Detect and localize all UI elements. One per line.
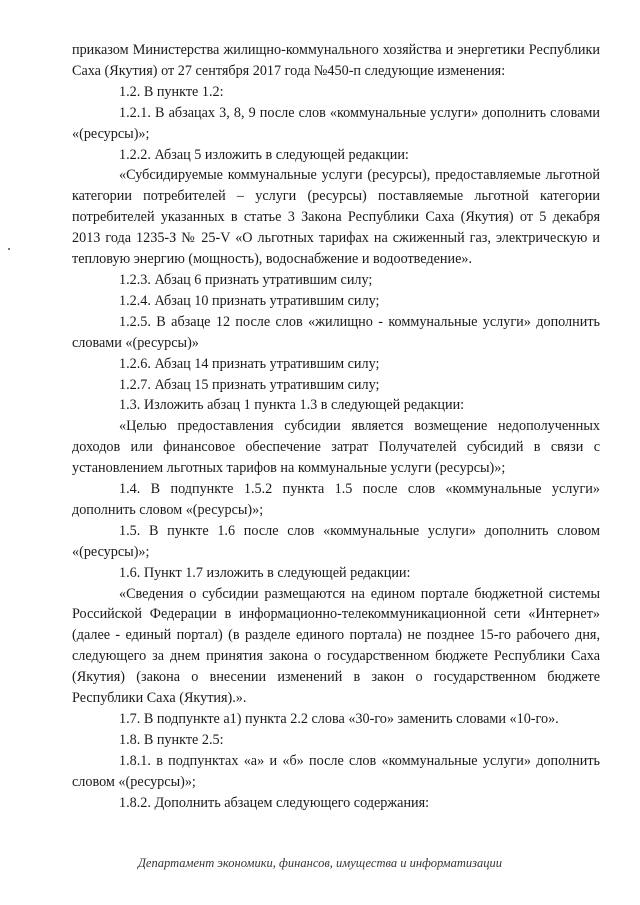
paragraph-1-3: 1.3. Изложить абзац 1 пункта 1.3 в следующей редакции: <box>119 397 465 414</box>
paragraph-1-2-6: 1.2.6. Абзац 14 признать утратившим силу; <box>119 355 380 372</box>
paragraph-1-2-5: 1.2.5. В абзаце 12 после слов «жилищно - коммунальные услуги» дополнить словами «(ресурсы)» <box>72 313 600 351</box>
paragraph-1-6: 1.6. Пункт 1.7 изложить в следующей редакции: <box>119 564 411 581</box>
page-footer: Департамент экономики, финансов, имущества и информатизации <box>137 856 502 870</box>
paragraph-1-4: 1.4. В подпункте 1.5.2 пункта 1.5 после слов «коммунальные услуги» дополнить словом «(ресурсы)»; <box>72 481 600 518</box>
paragraph-1-2-1: 1.2.1. В абзацах 3, 8, 9 после слов «коммунальные услуги» дополнить словами «(ресурсы)»; <box>72 104 600 142</box>
paragraph-1-5: 1.5. В пункте 1.6 после слов «коммунальные услуги» дополнить словом «(ресурсы)»; <box>72 522 600 560</box>
document-body <box>72 40 600 814</box>
paragraph-1-7: 1.7. В подпункте а1) пункта 2.2 слова «30-го» заменить словами «10-го». <box>119 711 559 727</box>
scan-artifact <box>8 248 10 250</box>
paragraph-1-2-7: 1.2.7. Абзац 15 признать утратившим силу; <box>119 376 380 393</box>
paragraph-1-2-3: 1.2.3. Абзац 6 признать утратившим силу; <box>119 271 373 288</box>
paragraph-1-2: 1.2. В пункте 1.2: <box>119 83 224 100</box>
paragraph-1-8: 1.8. В пункте 2.5: <box>119 731 224 748</box>
paragraph-1-8-2: 1.8.2. Дополнить абзацем следующего содержания: <box>119 794 430 811</box>
paragraph-quote-portal-info: «Сведения о субсидии размещаются на едином портале бюджетной системы Российской Федерации в информационно-телекоммуникационной сети «Интернет» (далее - единый портал) (в разделе единого портала) не позднее 15-го рабочего дня, следующего за днем принятия закона о государственном бюджете Республики Саха (Якутия) (закона о внесении изменений в закон о государственном бюджете Республики Саха (Якутия).». <box>72 585 600 707</box>
paragraph-quote-subsidized-services: «Субсидируемые коммунальные услуги (ресурсы), предоставляемые льготной категории потребителей – услуги (ресурсы) поставляемые льготной категории потребителей указанных в статье 3 Закона Республики Саха (Якутия) от 5 декабря 2013 года 1235-З № 25-V «О льготных тарифах на сжиженный газ, электрическую и тепловую энергию (мощность), водоснабжение и водоотведение». <box>72 167 600 268</box>
paragraph-1-2-2: 1.2.2. Абзац 5 изложить в следующей редакции: <box>119 146 409 163</box>
paragraph-1-2-4: 1.2.4. Абзац 10 признать утратившим силу; <box>119 292 380 309</box>
paragraph-quote-subsidy-goal: «Целью предоставления субсидии является возмещение недополученных доходов или финансовое обеспечение затрат Получателей субсидий в связи с установлением льготных тарифов на коммунальные услуги (ресурсы)»; <box>72 418 600 477</box>
paragraph-1-8-1: 1.8.1. в подпунктах «а» и «б» после слов «коммунальные услуги» дополнить словом «(ресурсы)»; <box>72 752 600 790</box>
paragraph-intro: приказом Министерства жилищно-коммунального хозяйства и энергетики Республики Саха (Якутия) от 27 сентября 2017 года №450-п следующие изменения: <box>72 42 600 79</box>
